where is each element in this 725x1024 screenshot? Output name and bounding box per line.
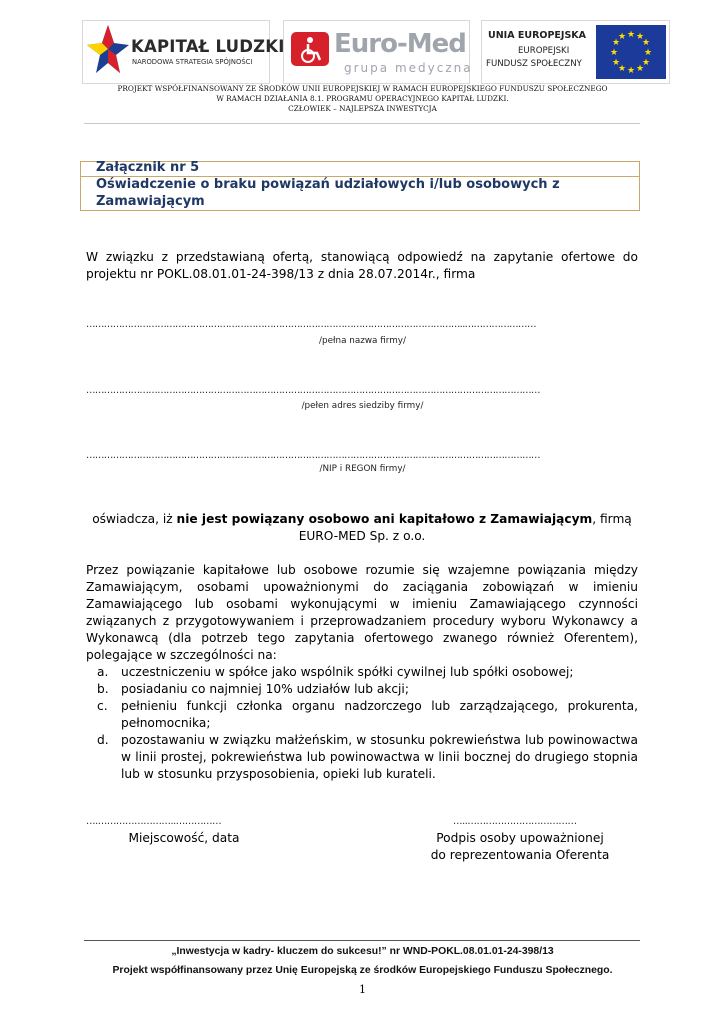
- signature-label-line1: Podpis osoby upoważnionej: [436, 831, 604, 845]
- company-nip-regon-caption: /NIP i REGON firmy/: [319, 464, 406, 474]
- signature-field[interactable]: …..………………………………: [453, 816, 577, 827]
- declaration-bold: nie jest powiązany osobowo ani kapitałowo z Zamawiającym: [176, 512, 593, 526]
- list-item-text: uczestniczeniu w spółce jako wspólnik spółki cywilnej lub spółki osobowej;: [121, 665, 574, 679]
- svg-text:★: ★: [641, 38, 651, 48]
- eu-line3: FUNDUSZ SPOŁECZNY: [486, 59, 582, 69]
- eu-logo: [481, 20, 670, 84]
- declaration-statement: [86, 511, 638, 528]
- eu-flag-icon: [596, 25, 666, 79]
- list-item: [86, 698, 638, 732]
- signature-label-line2: do reprezentowania Oferenta: [430, 848, 610, 862]
- footer-cofinancing: Projekt współfinansowany przez Unię Europejską ze środków Europejskiego Funduszu Społecznego.: [112, 965, 613, 976]
- wheelchair-icon: [290, 31, 330, 67]
- project-note: [0, 84, 725, 114]
- declaration-suffix: , firmą: [592, 512, 632, 526]
- svg-text:★: ★: [643, 48, 653, 58]
- svg-text:★: ★: [609, 48, 619, 58]
- kapital-ludzki-title: KAPITAŁ LUDZKI: [131, 37, 285, 56]
- project-note-line3: CZŁOWIEK – NAJLEPSZA INWESTYCJA: [288, 104, 437, 113]
- euromed-logo: [283, 20, 473, 84]
- definition-paragraph: Przez powiązanie kapitałowe lub osobowe rozumie się wzajemne powiązania między Zamawiającym, osobami upoważnionymi do zaciągania zobowiązań w imieniu Zamawiającego lub osobami wykonującymi w imieniu Zamawiającego czynności związanych z przygotowywaniem i przeprowadzaniem procedury wyboru Wykonawcy a Wykonawcą (dla potrzeb tego zapytania ofertowego zwanego również Oferentem), polegające w szczególności na:: [86, 563, 638, 662]
- footer-slogan: „Inwestycja w kadry- kluczem do sukcesu!” nr WND-POKL.08.01.01-24-398/13: [171, 946, 554, 957]
- svg-text:★: ★: [617, 32, 627, 42]
- list-item-text: posiadaniu co najmniej 10% udziałów lub akcji;: [121, 682, 409, 696]
- list-marker: a.: [97, 665, 109, 679]
- footer-divider: [84, 940, 640, 941]
- title-box: [80, 161, 640, 211]
- kapital-ludzki-logo: [82, 20, 285, 84]
- list-item: [86, 681, 638, 698]
- document-title-line1: Oświadczenie o braku powiązań udziałowych i/lub osobowych z: [96, 177, 560, 192]
- svg-text:★: ★: [635, 32, 645, 42]
- eu-line1: UNIA EUROPEJSKA: [488, 30, 586, 41]
- list-item: [86, 664, 638, 681]
- svg-text:★: ★: [641, 58, 651, 68]
- company-nip-regon-field[interactable]: ………………………………………………………………………………………………………………………………………: [86, 450, 540, 461]
- place-date-field[interactable]: ….……………………..……………: [86, 816, 222, 827]
- kapital-ludzki-star-icon: [85, 21, 131, 83]
- document-title-line2: Zamawiającym: [96, 194, 205, 209]
- declaration-prefix: oświadcza, iż: [92, 512, 177, 526]
- company-name-field[interactable]: ………………………………………………………………………………………………………………..……………………: [86, 319, 536, 330]
- attachment-number: Załącznik nr 5: [96, 160, 200, 175]
- page-number: 1: [359, 983, 366, 996]
- company-address-caption: /pełen adres siedziby firmy/: [301, 401, 424, 411]
- svg-text:★: ★: [617, 64, 627, 74]
- svg-text:★: ★: [626, 30, 636, 40]
- svg-text:★: ★: [635, 64, 645, 74]
- company-address-field[interactable]: ………………………………………………………………………………………………………………………………………: [86, 385, 540, 396]
- place-date-label: Miejscowość, data: [128, 831, 240, 845]
- list-marker: d.: [97, 733, 109, 747]
- euromed-title: Euro-Med: [334, 29, 466, 59]
- declaration-company: EURO-MED Sp. z o.o.: [298, 529, 426, 543]
- relations-list: [86, 664, 638, 783]
- list-item: [86, 732, 638, 783]
- euromed-subtitle: grupa medyczna: [344, 61, 473, 75]
- kapital-ludzki-subtitle: NARODOWA STRATEGIA SPÓJNOŚCI: [132, 58, 253, 66]
- list-item-text: pozostawaniu w związku małżeńskim, w stosunku pokrewieństwa lub powinowactwa w linii prostej, pokrewieństwa lub powinowactwa w linii bocznej do drugiego stopnia lub w stosunku przysposobienia, opieki lub kurateli.: [121, 733, 638, 781]
- list-marker: b.: [97, 682, 109, 696]
- svg-text:★: ★: [611, 38, 621, 48]
- svg-text:★: ★: [611, 58, 621, 68]
- eu-line2: EUROPEJSKI: [518, 46, 570, 56]
- list-marker: c.: [97, 699, 108, 713]
- project-note-line1: PROJEKT WSPÓŁFINANSOWANY ZE ŚRODKÓW UNII EUROPEJSKIEJ W RAMACH EUROPEJSKIEGO FUNDUSZU SPOŁECZNEGO: [117, 84, 608, 93]
- svg-text:★: ★: [626, 66, 636, 76]
- header-divider: [84, 123, 640, 124]
- intro-paragraph: W związku z przedstawianą ofertą, stanowiącą odpowiedź na zapytanie ofertowe do projektu nr POKL.08.01.01-24-398/13 z dnia 28.07.2014r., firma: [86, 250, 638, 281]
- company-name-caption: /pełna nazwa firmy/: [319, 336, 406, 346]
- list-item-text: pełnieniu funkcji członka organu nadzorczego lub zarządzającego, prokurenta, pełnomocnika;: [121, 699, 638, 730]
- project-note-line2: W RAMACH DZIAŁANIA 8.1. PROGRAMU OPERACYJNEGO KAPITAŁ LUDZKI.: [216, 94, 509, 103]
